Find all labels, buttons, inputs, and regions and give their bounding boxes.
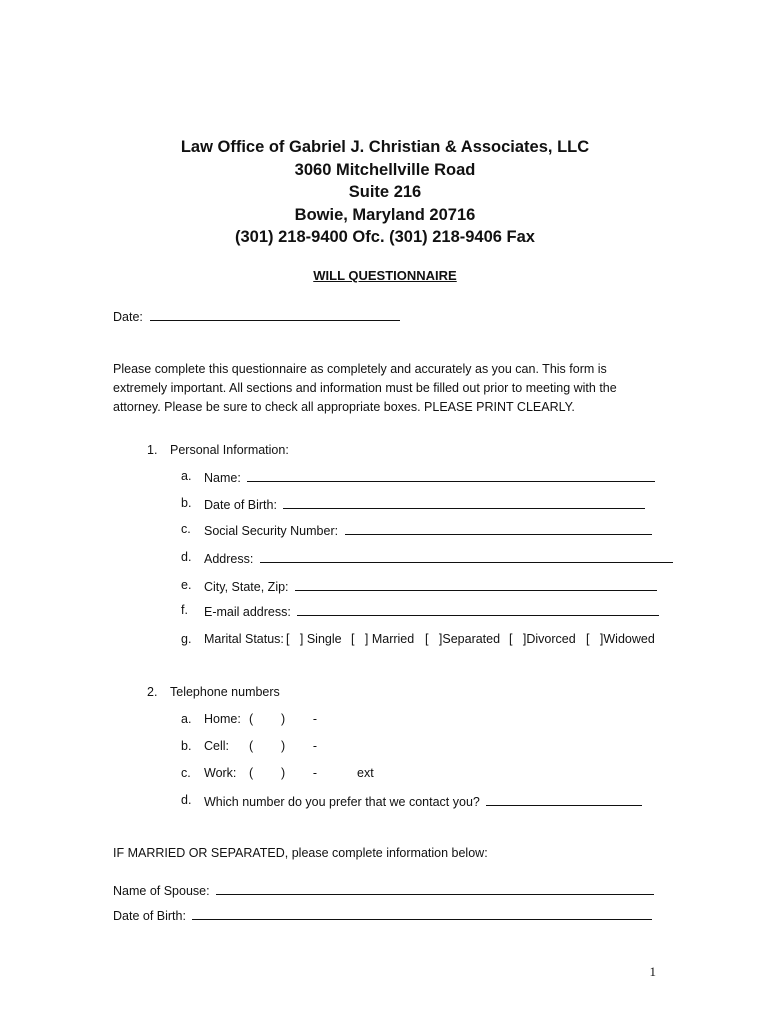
option-single: Single	[306, 632, 342, 646]
cell-phone-field[interactable]: ( ) -	[249, 739, 318, 753]
section2-number: 2.	[147, 685, 158, 699]
city-row	[204, 578, 657, 594]
section1-title: Personal Information:	[170, 443, 289, 457]
street-address: 3060 Mitchellville Road	[294, 160, 476, 179]
date-field[interactable]	[150, 308, 400, 321]
home-phone-field[interactable]: ( ) -	[249, 712, 318, 726]
city-letter: e.	[181, 578, 192, 592]
firm-name: Law Office of Gabriel J. Christian & Associates, LLC	[180, 138, 590, 156]
section1-number: 1.	[147, 443, 158, 457]
name-label: Name:	[204, 471, 241, 485]
spouse-name-row	[113, 882, 654, 898]
name-field[interactable]	[247, 469, 655, 482]
city-state-zip: Bowie, Maryland 20716	[294, 205, 476, 224]
date-label: Date:	[113, 310, 143, 324]
email-row	[204, 603, 659, 619]
spouse-name-label: Name of Spouse:	[113, 884, 210, 898]
date-row	[113, 308, 400, 324]
address-label: Address:	[204, 552, 254, 566]
form-title: WILL QUESTIONNAIRE	[313, 268, 457, 283]
work-phone-field[interactable]: ( ) -	[249, 766, 318, 780]
phone-fax: (301) 218-9400 Ofc. (301) 218-9406 Fax	[235, 228, 535, 246]
instructions: Please complete this questionnaire as completely and accurately as you can. This form is extremely important. All sections and information must be filled out prior to meeting with the attorney. Please be sure to check all appropriate boxes. PLEASE PRINT CLEARLY.	[113, 362, 617, 414]
work-letter: c.	[181, 766, 191, 780]
name-letter: a.	[181, 469, 192, 483]
marital-label: Marital Status:	[204, 632, 284, 646]
address-letter: d.	[181, 550, 192, 564]
email-field[interactable]	[297, 603, 659, 616]
dob-label: Date of Birth:	[204, 498, 277, 512]
checkbox-separated[interactable]: [ ]Separated	[425, 632, 501, 646]
home-letter: a.	[181, 712, 192, 726]
spouse-dob-label: Date of Birth:	[113, 909, 186, 923]
spouse-name-field[interactable]	[216, 882, 654, 895]
dob-field[interactable]	[283, 496, 645, 509]
work-label: Work:	[204, 766, 237, 780]
preferred-field[interactable]	[486, 793, 642, 806]
spouse-dob-field[interactable]	[192, 907, 652, 920]
spouse-heading: IF MARRIED OR SEPARATED, please complete information below:	[113, 846, 488, 860]
name-row	[204, 469, 655, 485]
spouse-dob-row	[113, 907, 652, 923]
work-ext-label: ext	[357, 766, 374, 780]
address-row	[204, 550, 673, 566]
ssn-label: Social Security Number:	[204, 524, 339, 538]
checkbox-divorced[interactable]: [ ]Divorced	[509, 632, 576, 646]
letterhead	[0, 136, 770, 249]
checkbox-single[interactable]: [ ] Single	[286, 632, 342, 646]
checkbox-widowed[interactable]: [ ]Widowed	[586, 632, 655, 646]
section2-title: Telephone numbers	[170, 685, 280, 699]
option-married: Married	[371, 632, 415, 646]
preferred-letter: d.	[181, 793, 192, 807]
page-number: 1	[649, 964, 656, 979]
option-divorced: Divorced	[526, 632, 576, 646]
preferred-label: Which number do you prefer that we contact you?	[204, 795, 480, 809]
ssn-letter: c.	[181, 522, 191, 536]
cell-letter: b.	[181, 739, 192, 753]
ssn-row	[204, 522, 652, 538]
city-field[interactable]	[295, 578, 657, 591]
dob-row	[204, 496, 645, 512]
checkbox-married[interactable]: [ ] Married	[351, 632, 415, 646]
cell-label: Cell:	[204, 739, 230, 753]
option-separated: Separated	[442, 632, 501, 646]
dob-letter: b.	[181, 496, 192, 510]
option-widowed: Widowed	[603, 632, 655, 646]
ssn-field[interactable]	[345, 522, 652, 535]
preferred-row	[204, 793, 642, 809]
marital-letter: g.	[181, 632, 192, 646]
email-letter: f.	[181, 603, 188, 617]
city-label: City, State, Zip:	[204, 580, 289, 594]
address-field[interactable]	[260, 550, 673, 563]
email-label: E-mail address:	[204, 605, 291, 619]
home-label: Home:	[204, 712, 241, 726]
suite: Suite 216	[348, 183, 422, 201]
